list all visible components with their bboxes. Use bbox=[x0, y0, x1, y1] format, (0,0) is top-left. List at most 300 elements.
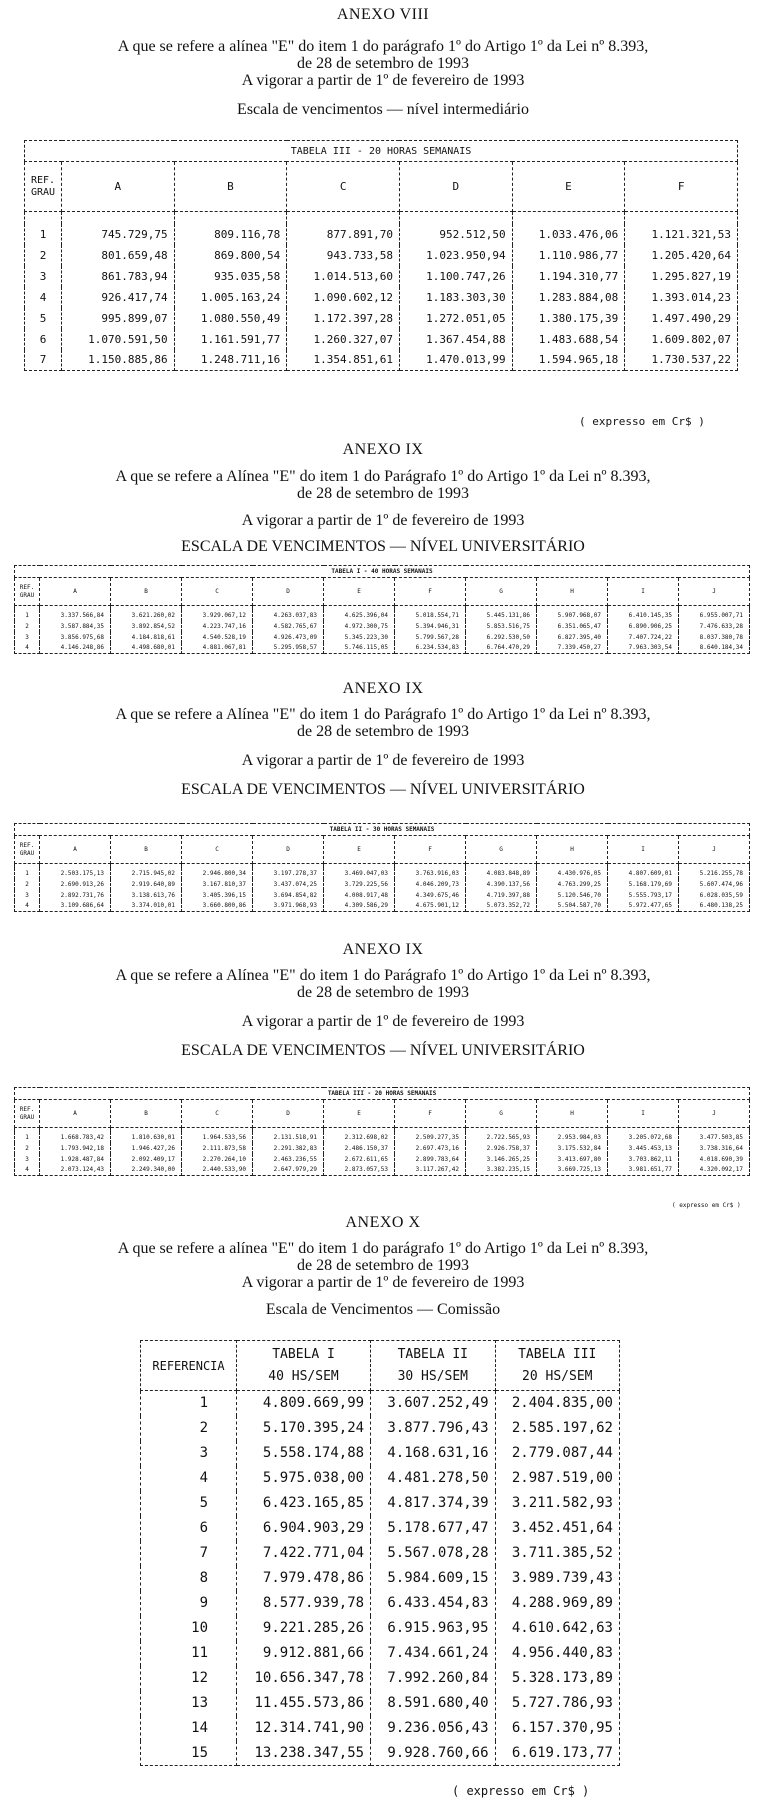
table-row bbox=[141, 1416, 620, 1441]
value-cell: 4.807.609,01 bbox=[608, 868, 679, 879]
value-cell: 1.668.783,42 bbox=[40, 1132, 111, 1143]
value-cell: 5.120.546,70 bbox=[537, 890, 608, 901]
value-cell: 745.729,75 bbox=[62, 224, 175, 245]
value-cell: 5.853.516,75 bbox=[466, 621, 537, 632]
value-cell: 3.660.800,86 bbox=[182, 901, 253, 912]
column-header-d: D bbox=[253, 836, 324, 864]
column-header-h: H bbox=[537, 578, 608, 606]
value-cell: 4.309.586,29 bbox=[324, 901, 395, 912]
value-cell: 3.109.686,64 bbox=[40, 901, 111, 912]
value-cell: 4.498.680,01 bbox=[111, 643, 182, 654]
value-cell: 6.915.963,95 bbox=[371, 1616, 495, 1641]
value-cell: 2.926.758,37 bbox=[466, 1143, 537, 1154]
value-cell: 2.131.518,91 bbox=[253, 1132, 324, 1143]
value-cell: 6.480.138,25 bbox=[679, 901, 750, 912]
table-row bbox=[15, 632, 750, 643]
value-cell: 2.690.913,26 bbox=[40, 879, 111, 890]
value-cell: 1.100.747,26 bbox=[399, 266, 512, 287]
value-cell: 6.955.007,71 bbox=[679, 610, 750, 621]
value-cell: 5.178.677,47 bbox=[371, 1516, 495, 1541]
value-cell: 1.609.802,07 bbox=[625, 329, 738, 350]
column-header-c: C bbox=[182, 1100, 253, 1128]
value-cell: 6.028.035,59 bbox=[679, 890, 750, 901]
value-cell: 9.221.285,26 bbox=[237, 1616, 371, 1641]
table-row bbox=[15, 1154, 750, 1165]
value-cell: 9.236.056,43 bbox=[371, 1716, 495, 1741]
table-row bbox=[141, 1566, 620, 1591]
row-reference: 1 bbox=[15, 610, 40, 621]
table-row bbox=[25, 266, 738, 287]
annex-x-date-line: de 28 de setembro de 1993 bbox=[297, 1257, 469, 1274]
column-header-h: H bbox=[537, 1100, 608, 1128]
value-cell: 9.928.760,66 bbox=[371, 1741, 495, 1766]
value-cell: 4.008.917,48 bbox=[324, 890, 395, 901]
value-cell: 5.504.587,70 bbox=[537, 901, 608, 912]
value-cell: 6.292.530,50 bbox=[466, 632, 537, 643]
column-header-tabela-1 bbox=[237, 1341, 371, 1391]
annex-ix-3-date-line: de 28 de setembro de 1993 bbox=[297, 984, 469, 1001]
value-cell: 3.211.582,93 bbox=[495, 1491, 619, 1516]
value-cell: 5.607.474,96 bbox=[679, 879, 750, 890]
annex-viii-effective-line: A vigorar a partir de 1º de fevereiro de 1993 bbox=[241, 72, 525, 89]
value-cell: 2.440.533,90 bbox=[182, 1165, 253, 1176]
annex-ix-3-reference-line: A que se refere a Alínea "E" do item 1 do Parágrafo 1º do Artigo 1º da Lei nº 8.393, bbox=[115, 967, 651, 984]
value-cell: 4.263.037,83 bbox=[253, 610, 324, 621]
value-cell: 1.793.942,18 bbox=[40, 1143, 111, 1154]
value-cell: 1.810.630,01 bbox=[111, 1132, 182, 1143]
annex-ix-2-table-title: TABELA II - 30 HORAS SEMANAIS bbox=[15, 824, 750, 836]
row-reference: 4 bbox=[15, 643, 40, 654]
table-row bbox=[141, 1491, 620, 1516]
value-cell: 2.291.382,83 bbox=[253, 1143, 324, 1154]
value-cell: 1.393.014,23 bbox=[625, 287, 738, 308]
value-cell: 4.956.440,83 bbox=[495, 1641, 619, 1666]
value-cell: 3.669.725,13 bbox=[537, 1165, 608, 1176]
value-cell: 1.946.427,26 bbox=[111, 1143, 182, 1154]
value-cell: 7.422.771,04 bbox=[237, 1541, 371, 1566]
value-cell: 4.719.397,88 bbox=[466, 890, 537, 901]
table-row bbox=[15, 879, 750, 890]
value-cell: 3.452.451,64 bbox=[495, 1516, 619, 1541]
column-header-e: E bbox=[324, 1100, 395, 1128]
column-header-i: I bbox=[608, 1100, 679, 1128]
row-reference: 2 bbox=[25, 245, 62, 266]
value-cell: 1.367.454,88 bbox=[399, 329, 512, 350]
annex-x-ref-header: REFERENCIA bbox=[141, 1341, 237, 1391]
annex-x-header bbox=[0, 1214, 766, 1319]
value-cell: 6.619.173,77 bbox=[495, 1741, 619, 1766]
row-reference: 6 bbox=[141, 1516, 237, 1541]
value-cell: 3.197.278,37 bbox=[253, 868, 324, 879]
row-reference: 2 bbox=[15, 621, 40, 632]
row-reference: 5 bbox=[141, 1491, 237, 1516]
annex-ix-2-ref-header bbox=[15, 836, 40, 864]
table-row bbox=[141, 1641, 620, 1666]
value-cell: 4.146.248,86 bbox=[40, 643, 111, 654]
annex-ix-2-title: ANEXO IX bbox=[342, 680, 424, 697]
ref-label: REF. bbox=[30, 174, 56, 186]
value-cell: 3.929.067,12 bbox=[182, 610, 253, 621]
value-cell: 5.746.115,05 bbox=[324, 643, 395, 654]
annex-ix-2-header bbox=[0, 680, 766, 799]
table-row bbox=[25, 329, 738, 350]
table-row bbox=[15, 1132, 750, 1143]
annex-ix-2-scale-title: ESCALA DE VENCIMENTOS — NÍVEL UNIVERSITÁRIO bbox=[181, 781, 585, 798]
value-cell: 7.339.450,27 bbox=[537, 643, 608, 654]
value-cell: 1.283.884,08 bbox=[512, 287, 625, 308]
table-row bbox=[141, 1391, 620, 1416]
value-cell: 3.477.503,85 bbox=[679, 1132, 750, 1143]
value-cell: 5.216.255,78 bbox=[679, 868, 750, 879]
ref-label: REF. bbox=[19, 1105, 35, 1113]
grade-label: GRAU bbox=[19, 849, 35, 857]
value-cell: 4.046.209,73 bbox=[395, 879, 466, 890]
column-header-f: F bbox=[395, 578, 466, 606]
table-row bbox=[15, 643, 750, 654]
annex-ix-1-table-title: TABELA I - 40 HORAS SEMANAIS bbox=[15, 566, 750, 578]
table-row bbox=[141, 1466, 620, 1491]
value-cell: 1.194.310,77 bbox=[512, 266, 625, 287]
column-header-g: G bbox=[466, 1100, 537, 1128]
value-cell: 935.035,58 bbox=[174, 266, 287, 287]
column-header-g: G bbox=[466, 836, 537, 864]
grade-label: GRAU bbox=[30, 186, 56, 198]
annex-x-table bbox=[140, 1340, 620, 1766]
row-reference: 7 bbox=[141, 1541, 237, 1566]
value-cell: 4.881.067,81 bbox=[182, 643, 253, 654]
value-cell: 3.729.225,56 bbox=[324, 879, 395, 890]
value-cell: 2.503.175,13 bbox=[40, 868, 111, 879]
annex-viii-reference-line: A que se refere a alínea "E" do item 1 do parágrafo 1º do Artigo 1º da Lei nº 8.393, bbox=[117, 38, 649, 55]
ref-label: REF. bbox=[19, 841, 35, 849]
annex-ix-1-header bbox=[0, 441, 766, 556]
value-cell: 3.138.613,76 bbox=[111, 890, 182, 901]
row-reference: 12 bbox=[141, 1666, 237, 1691]
spacer-cell bbox=[174, 212, 287, 224]
value-cell: 3.711.385,52 bbox=[495, 1541, 619, 1566]
value-cell: 6.433.454,83 bbox=[371, 1591, 495, 1616]
column-header-b: B bbox=[111, 1100, 182, 1128]
table-row bbox=[141, 1691, 620, 1716]
column-header-h: H bbox=[537, 836, 608, 864]
row-reference: 3 bbox=[25, 266, 62, 287]
value-cell: 3.469.047,03 bbox=[324, 868, 395, 879]
column-header-c: C bbox=[182, 578, 253, 606]
table-row bbox=[25, 245, 738, 266]
value-cell: 2.919.640,89 bbox=[111, 879, 182, 890]
table-row bbox=[15, 1143, 750, 1154]
column-header-j: J bbox=[679, 1100, 750, 1128]
annex-ix-1-ref-header bbox=[15, 578, 40, 606]
value-cell: 3.989.739,43 bbox=[495, 1566, 619, 1591]
weekly-hours: 20 HS/SEM bbox=[522, 1368, 593, 1384]
column-header-a: A bbox=[62, 162, 175, 212]
value-cell: 877.891,70 bbox=[287, 224, 400, 245]
column-header-tabela-2 bbox=[371, 1341, 495, 1391]
value-cell: 8.640.184,34 bbox=[679, 643, 750, 654]
spacer-cell bbox=[287, 212, 400, 224]
table-row bbox=[15, 890, 750, 901]
value-cell: 1.172.397,28 bbox=[287, 308, 400, 329]
row-reference: 2 bbox=[15, 879, 40, 890]
value-cell: 4.675.901,12 bbox=[395, 901, 466, 912]
annex-viii-table bbox=[24, 140, 738, 371]
value-cell: 5.445.131,86 bbox=[466, 610, 537, 621]
value-cell: 3.337.566,84 bbox=[40, 610, 111, 621]
value-cell: 5.799.567,28 bbox=[395, 632, 466, 643]
value-cell: 4.390.137,56 bbox=[466, 879, 537, 890]
value-cell: 5.567.078,28 bbox=[371, 1541, 495, 1566]
column-header-j: J bbox=[679, 836, 750, 864]
value-cell: 4.481.278,50 bbox=[371, 1466, 495, 1491]
value-cell: 7.992.260,84 bbox=[371, 1666, 495, 1691]
value-cell: 3.738.316,64 bbox=[679, 1143, 750, 1154]
weekly-hours: 30 HS/SEM bbox=[397, 1368, 469, 1384]
column-header-i: I bbox=[608, 578, 679, 606]
annex-ix-3-title: ANEXO IX bbox=[342, 941, 424, 958]
row-reference: 3 bbox=[15, 1154, 40, 1165]
table-row bbox=[141, 1616, 620, 1641]
value-cell: 5.345.223,30 bbox=[324, 632, 395, 643]
value-cell: 4.972.300,75 bbox=[324, 621, 395, 632]
row-reference: 2 bbox=[15, 1143, 40, 1154]
value-cell: 1.070.591,50 bbox=[62, 329, 175, 350]
value-cell: 5.727.786,93 bbox=[495, 1691, 619, 1716]
spacer-cell bbox=[62, 212, 175, 224]
value-cell: 8.577.939,78 bbox=[237, 1591, 371, 1616]
value-cell: 8.037.380,78 bbox=[679, 632, 750, 643]
value-cell: 2.404.835,00 bbox=[495, 1391, 619, 1416]
value-cell: 995.899,07 bbox=[62, 308, 175, 329]
value-cell: 1.183.303,30 bbox=[399, 287, 512, 308]
value-cell: 2.946.800,34 bbox=[182, 868, 253, 879]
value-cell: 952.512,50 bbox=[399, 224, 512, 245]
value-cell: 3.981.651,77 bbox=[608, 1165, 679, 1176]
column-header-j: J bbox=[679, 578, 750, 606]
annex-x-reference-line: A que se refere a alínea "E" do item 1 do parágrafo 1º do Artigo 1º da Lei nº 8.393, bbox=[117, 1240, 649, 1257]
value-cell: 2.873.057,53 bbox=[324, 1165, 395, 1176]
annex-x-currency-note: ( expresso em Cr$ ) bbox=[452, 1784, 590, 1798]
value-cell: 7.476.633,28 bbox=[679, 621, 750, 632]
annex-viii-ref-header bbox=[25, 162, 62, 212]
value-cell: 1.161.591,77 bbox=[174, 329, 287, 350]
value-cell: 2.715.945,02 bbox=[111, 868, 182, 879]
value-cell: 809.116,78 bbox=[174, 224, 287, 245]
row-reference: 5 bbox=[25, 308, 62, 329]
column-header-f: F bbox=[395, 1100, 466, 1128]
value-cell: 4.018.690,39 bbox=[679, 1154, 750, 1165]
value-cell: 4.582.765,67 bbox=[253, 621, 324, 632]
table-row bbox=[15, 1165, 750, 1176]
value-cell: 3.607.252,49 bbox=[371, 1391, 495, 1416]
annex-ix-1-table bbox=[14, 565, 750, 654]
table-row bbox=[25, 224, 738, 245]
column-header-a: A bbox=[40, 578, 111, 606]
table-row bbox=[25, 350, 738, 371]
annex-x-effective-line: A vigorar a partir de 1º de fevereiro de 1993 bbox=[241, 1274, 525, 1291]
row-reference: 1 bbox=[15, 868, 40, 879]
annex-ix-3-ref-header bbox=[15, 1100, 40, 1128]
column-header-g: G bbox=[466, 578, 537, 606]
value-cell: 5.984.609,15 bbox=[371, 1566, 495, 1591]
value-cell: 1.150.885,86 bbox=[62, 350, 175, 371]
value-cell: 6.423.165,85 bbox=[237, 1491, 371, 1516]
annex-viii-title: ANEXO VIII bbox=[336, 6, 430, 23]
row-reference: 3 bbox=[141, 1441, 237, 1466]
table-row bbox=[25, 287, 738, 308]
table-name: TABELA II bbox=[397, 1346, 469, 1362]
ref-label: REF. bbox=[19, 583, 35, 591]
value-cell: 3.763.916,03 bbox=[395, 868, 466, 879]
annex-ix-3-scale-title: ESCALA DE VENCIMENTOS — NÍVEL UNIVERSITÁRIO bbox=[181, 1042, 585, 1059]
row-reference: 4 bbox=[15, 1165, 40, 1176]
value-cell: 3.445.453,13 bbox=[608, 1143, 679, 1154]
value-cell: 4.817.374,39 bbox=[371, 1491, 495, 1516]
column-header-c: C bbox=[287, 162, 400, 212]
value-cell: 1.964.533,56 bbox=[182, 1132, 253, 1143]
column-header-f: F bbox=[395, 836, 466, 864]
value-cell: 4.168.631,16 bbox=[371, 1441, 495, 1466]
value-cell: 2.073.124,43 bbox=[40, 1165, 111, 1176]
annex-ix-3-table-title: TABELA III - 20 HORAS SEMANAIS bbox=[15, 1088, 750, 1100]
table-row bbox=[25, 308, 738, 329]
value-cell: 2.312.698,02 bbox=[324, 1132, 395, 1143]
value-cell: 4.223.747,16 bbox=[182, 621, 253, 632]
value-cell: 4.540.528,19 bbox=[182, 632, 253, 643]
row-reference: 1 bbox=[15, 1132, 40, 1143]
value-cell: 6.764.470,29 bbox=[466, 643, 537, 654]
value-cell: 4.349.675,46 bbox=[395, 890, 466, 901]
value-cell: 3.175.532,84 bbox=[537, 1143, 608, 1154]
annex-ix-1-scale-title: ESCALA DE VENCIMENTOS — NÍVEL UNIVERSITÁRIO bbox=[181, 538, 585, 555]
value-cell: 1.380.175,39 bbox=[512, 308, 625, 329]
grade-label: GRAU bbox=[19, 1113, 35, 1121]
value-cell: 3.117.267,42 bbox=[395, 1165, 466, 1176]
weekly-hours: 40 HS/SEM bbox=[268, 1368, 339, 1384]
value-cell: 5.328.173,89 bbox=[495, 1666, 619, 1691]
value-cell: 2.987.519,00 bbox=[495, 1466, 619, 1491]
column-header-b: B bbox=[111, 836, 182, 864]
value-cell: 2.270.264,10 bbox=[182, 1154, 253, 1165]
table-row bbox=[141, 1741, 620, 1766]
column-header-e: E bbox=[324, 836, 395, 864]
spacer-cell bbox=[512, 212, 625, 224]
value-cell: 2.899.783,64 bbox=[395, 1154, 466, 1165]
annex-viii-header bbox=[0, 6, 766, 119]
value-cell: 926.417,74 bbox=[62, 287, 175, 308]
value-cell: 5.018.554,71 bbox=[395, 610, 466, 621]
value-cell: 2.092.409,17 bbox=[111, 1154, 182, 1165]
annex-ix-2-effective-line: A vigorar a partir de 1º de fevereiro de 1993 bbox=[241, 752, 525, 769]
value-cell: 1.023.950,94 bbox=[399, 245, 512, 266]
value-cell: 2.463.236,55 bbox=[253, 1154, 324, 1165]
value-cell: 3.405.396,15 bbox=[182, 890, 253, 901]
annex-ix-1-effective-line: A vigorar a partir de 1º de fevereiro de 1993 bbox=[241, 512, 525, 529]
value-cell: 3.856.975,68 bbox=[40, 632, 111, 643]
spacer-cell bbox=[399, 212, 512, 224]
annex-ix-3-effective-line: A vigorar a partir de 1º de fevereiro de 1993 bbox=[241, 1013, 525, 1030]
value-cell: 2.486.150,37 bbox=[324, 1143, 395, 1154]
value-cell: 6.351.065,47 bbox=[537, 621, 608, 632]
annex-ix-2-date-line: de 28 de setembro de 1993 bbox=[297, 723, 469, 740]
value-cell: 6.157.370,95 bbox=[495, 1716, 619, 1741]
column-header-f: F bbox=[625, 162, 738, 212]
value-cell: 3.694.854,82 bbox=[253, 890, 324, 901]
value-cell: 3.587.884,35 bbox=[40, 621, 111, 632]
value-cell: 1.110.986,77 bbox=[512, 245, 625, 266]
value-cell: 6.827.395,40 bbox=[537, 632, 608, 643]
row-reference: 11 bbox=[141, 1641, 237, 1666]
value-cell: 6.890.906,25 bbox=[608, 621, 679, 632]
value-cell: 8.591.680,40 bbox=[371, 1691, 495, 1716]
column-header-e: E bbox=[324, 578, 395, 606]
value-cell: 943.733,58 bbox=[287, 245, 400, 266]
value-cell: 1.354.851,61 bbox=[287, 350, 400, 371]
value-cell: 5.394.946,31 bbox=[395, 621, 466, 632]
column-header-d: D bbox=[399, 162, 512, 212]
column-header-d: D bbox=[253, 1100, 324, 1128]
row-reference: 15 bbox=[141, 1741, 237, 1766]
table-row bbox=[141, 1591, 620, 1616]
column-header-e: E bbox=[512, 162, 625, 212]
value-cell: 1.497.490,29 bbox=[625, 308, 738, 329]
value-cell: 3.146.265,25 bbox=[466, 1154, 537, 1165]
value-cell: 7.979.478,86 bbox=[237, 1566, 371, 1591]
value-cell: 2.509.277,35 bbox=[395, 1132, 466, 1143]
annex-x-scale-title: Escala de Vencimentos — Comissão bbox=[265, 1301, 501, 1318]
column-header-i: I bbox=[608, 836, 679, 864]
annex-ix-3-header bbox=[0, 941, 766, 1060]
row-reference: 10 bbox=[141, 1616, 237, 1641]
value-cell: 5.555.793,17 bbox=[608, 890, 679, 901]
value-cell: 5.975.038,00 bbox=[237, 1466, 371, 1491]
table-row bbox=[141, 1716, 620, 1741]
value-cell: 1.248.711,16 bbox=[174, 350, 287, 371]
value-cell: 4.926.473,09 bbox=[253, 632, 324, 643]
annex-viii-scale-title: Escala de vencimentos — nível intermediário bbox=[237, 101, 529, 118]
value-cell: 4.625.396,04 bbox=[324, 610, 395, 621]
value-cell: 1.005.163,24 bbox=[174, 287, 287, 308]
value-cell: 1.730.537,22 bbox=[625, 350, 738, 371]
value-cell: 1.090.602,12 bbox=[287, 287, 400, 308]
value-cell: 13.238.347,55 bbox=[237, 1741, 371, 1766]
column-header-b: B bbox=[174, 162, 287, 212]
value-cell: 4.083.848,89 bbox=[466, 868, 537, 879]
row-reference: 4 bbox=[141, 1466, 237, 1491]
value-cell: 1.295.827,19 bbox=[625, 266, 738, 287]
value-cell: 3.205.072,68 bbox=[608, 1132, 679, 1143]
value-cell: 5.907.968,07 bbox=[537, 610, 608, 621]
annex-ix-1-date-line: de 28 de setembro de 1993 bbox=[297, 485, 469, 502]
grade-label: GRAU bbox=[19, 591, 35, 599]
row-reference: 4 bbox=[15, 901, 40, 912]
table-name: TABELA III bbox=[518, 1346, 597, 1362]
value-cell: 2.779.087,44 bbox=[495, 1441, 619, 1466]
value-cell: 3.437.074,25 bbox=[253, 879, 324, 890]
value-cell: 3.621.260,02 bbox=[111, 610, 182, 621]
value-cell: 4.184.818,61 bbox=[111, 632, 182, 643]
annex-ix-3-table bbox=[14, 1087, 750, 1176]
value-cell: 3.413.697,80 bbox=[537, 1154, 608, 1165]
value-cell: 7.963.303,54 bbox=[608, 643, 679, 654]
value-cell: 3.877.796,43 bbox=[371, 1416, 495, 1441]
table-row bbox=[15, 868, 750, 879]
value-cell: 2.953.984,03 bbox=[537, 1132, 608, 1143]
table-name: TABELA I bbox=[272, 1346, 335, 1362]
row-reference: 3 bbox=[15, 890, 40, 901]
column-header-a: A bbox=[40, 836, 111, 864]
value-cell: 1.483.688,54 bbox=[512, 329, 625, 350]
